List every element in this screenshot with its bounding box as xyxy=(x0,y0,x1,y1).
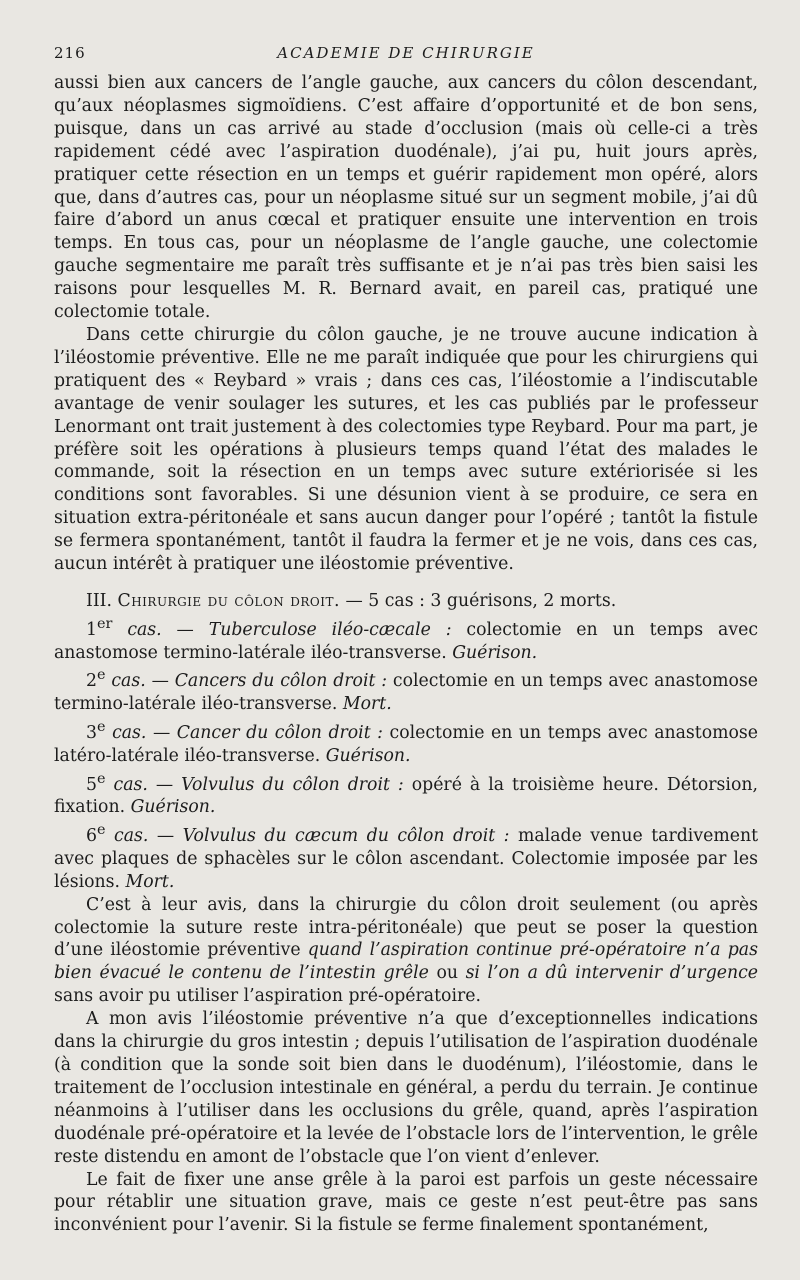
running-header xyxy=(54,44,758,72)
paragraph-1: aussi bien aux cancers de l’angle gauche, aux cancers du côlon descendant, qu’aux néoplasmes sigmoïdiens. C’est affaire d’opportunité et de bon sens, puisque, dans un cas arrivé au stade d’occlusion (mais où celle-ci a très rapidement cédé avec l’aspiration duodénale), j’ai pu, huit jours après, pratiquer cette résection en un temps et guérir rapidement mon opéré, alors que, dans d’autres cas, pour un néoplasme situé sur un segment mobile, j’ai dû faire d’abord un anus cœcal et pratiquer ensuite une intervention en trois temps. En tous cas, pour un néoplasme de l’angle gauche, une colectomie gauche segmentaire me paraît très suffisante et je n’ai pas très bien saisi les raisons pour lesquelles M. R. Bernard avait, en pareil cas, pratiqué une colectomie totale. xyxy=(54,73,758,323)
page-number: 216 xyxy=(54,44,86,62)
case-entry: 1er cas. — Tuberculose iléo-cæcale : colectomie en un temps avec anastomose termino-latérale iléo-transverse. Guérison. xyxy=(54,615,759,663)
body-text xyxy=(54,72,758,1237)
paragraph-2: Dans cette chirurgie du côlon gauche, je ne trouve aucune indication à l’iléostomie préventive. Elle ne me paraît indiquée que pour les chirurgiens qui pratiquent des « Reybard » vrais ; dans ces cas, l’iléostomie a l’indiscutable avantage de venir soulager les sutures, et les cas publiés par le professeur Lenormant ont trait justement à des colectomies type Reybard. Pour ma part, je préfère soit les opérations à plusieurs temps quand l’état des malades le commande, soit la résection en un temps avec suture extériorisée si les conditions sont favorables. Si une désunion vient à se produire, ce sera en situation extra-péritonéale et sans aucun danger pour l’opéré ; tantôt la fistule se fermera spontanément, tantôt il faudra la fermer et je ne vois, dans ces cas, aucun intérêt à pratiquer une iléostomie préventive. xyxy=(54,324,758,575)
section-summary: — 5 cas : 3 guérisons, 2 morts. xyxy=(345,590,617,611)
case-entry: 6e cas. — Volvulus du cæcum du côlon droit : malade venue tardivement avec plaques de sphacèles sur le côlon ascendant. Colectomie imposée par les lésions. Mort. xyxy=(54,822,759,892)
case-entry: 3e cas. — Cancer du côlon droit : colectomie en un temps avec anastomose latéro-latérale iléo-transverse. Guérison. xyxy=(54,719,759,766)
case-entry: 5e cas. — Volvulus du côlon droit : opéré à la troisième heure. Détorsion, fixation. Guérison. xyxy=(54,770,758,818)
paragraph-3: C’est à leur avis, dans la chirurgie du côlon droit seulement (ou après colectomie la suture reste intra-péritonéale) que peut se poser la question d’une iléostomie préventive quand l’aspiration continue pré-opératoire n’a pas bien évacué le contenu de l’intestin grêle ou si l’on a dû intervenir d’urgence sans avoir pu utiliser l’aspiration pré-opératoire. xyxy=(54,894,759,1007)
section-title: Chirurgie du côlon droit. xyxy=(117,590,340,611)
paragraph-5: Le fait de fixer une anse grêle à la paroi est parfois un geste nécessaire pour rétablir une situation grave, mais ce geste n’est peut-être pas sans inconvénient pour l’avenir. Si la fistule se ferme finalement spontanément, xyxy=(54,1169,758,1236)
section-gap xyxy=(54,576,758,590)
running-title: ACADEMIE DE CHIRURGIE xyxy=(277,44,535,62)
case-entry: 2e cas. — Cancers du côlon droit : colectomie en un temps avec anastomose termino-latérale iléo-transverse. Mort. xyxy=(54,667,759,715)
paragraph-4: A mon avis l’iléostomie préventive n’a que d’exceptionnelles indications dans la chirurgie du gros intestin ; depuis l’utilisation de l’aspiration duodénale (à condition que la sonde soit bien dans le duodénum), l’iléostomie, dans le traitement de l’occlusion intestinale en général, a perdu du terrain. Je continue néanmoins à l’utiliser dans les occlusions du grêle, quand, après l’aspiration duodénale pré-opératoire et la levée de l’obstacle lors de l’intervention, le grêle reste distendu en amont de l’obstacle que l’on vient d’enlever. xyxy=(54,1009,758,1167)
section-heading xyxy=(54,590,758,613)
section-numeral: III. xyxy=(86,590,112,611)
